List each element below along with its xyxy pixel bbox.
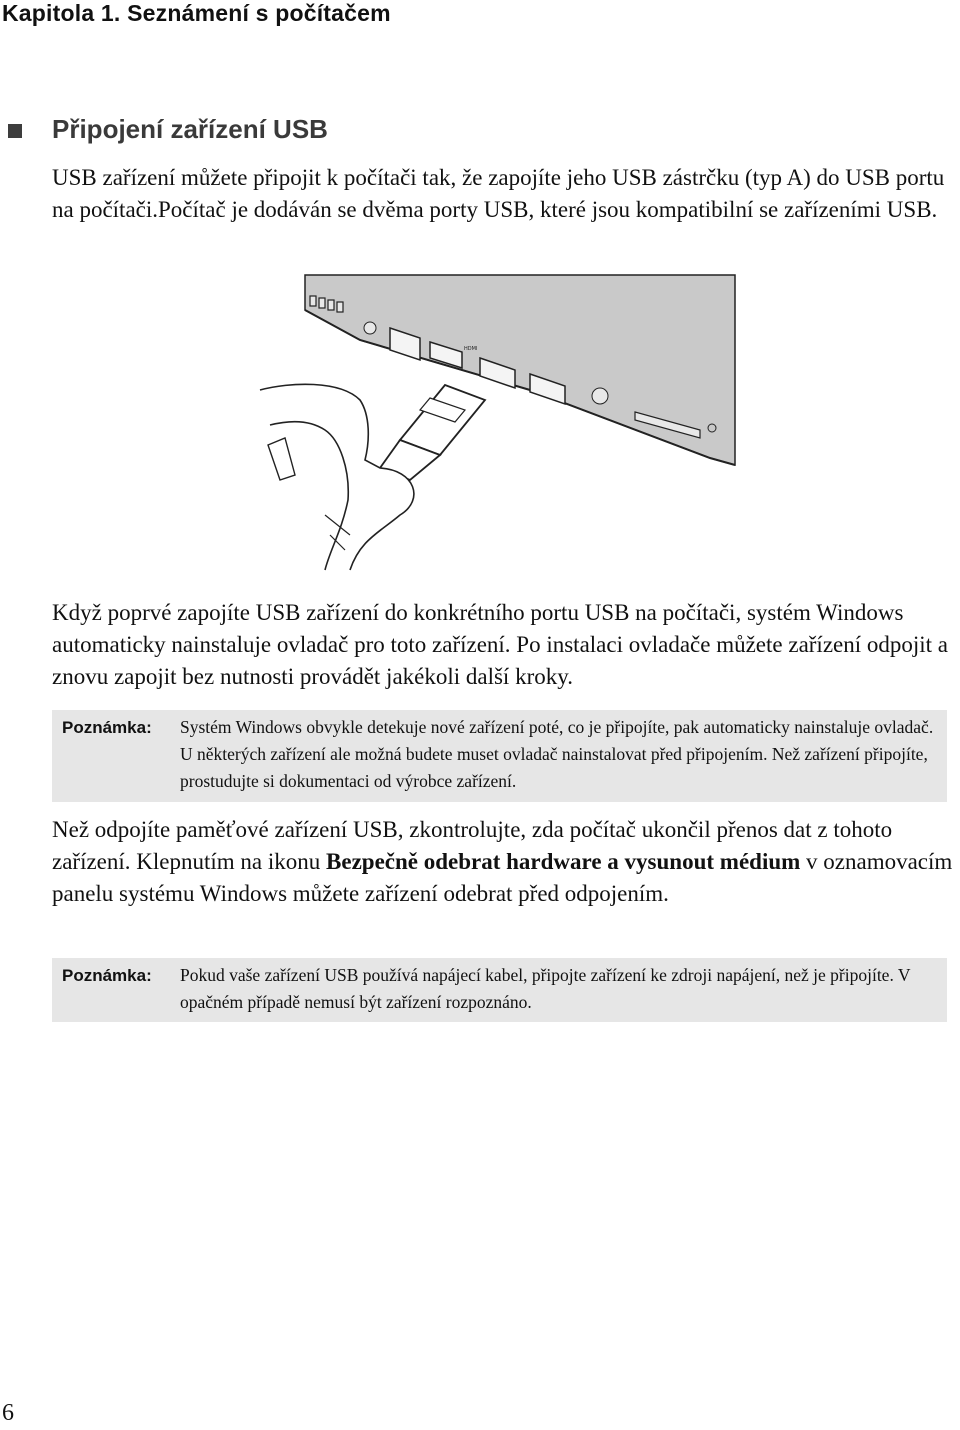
paragraph-intro: USB zařízení můžete připojit k počítači tak, že zapojíte jeho USB zástrčku (typ A) do USB portu na počítači.Počítač je dodáván se dvěma porty USB, které jsou kompatibilní se zařízeními USB.: [52, 165, 945, 222]
hdmi-port-label: HDMI: [464, 346, 478, 352]
safe-removal-text-start: Než odpojíte paměťové zařízení USB, zkontrolujte, zda počítač ukončil přenos dat z tohoto zařízení. Klepnutím na ikonu: [52, 817, 893, 874]
note-box: [52, 958, 947, 1022]
note-label: Poznámka:: [62, 718, 152, 737]
page-number: 6: [2, 1400, 14, 1426]
paragraph-driver-install: Když poprvé zapojíte USB zařízení do konkrétního portu USB na počítači, systém Windows automaticky nainstaluje ovladač pro toto zařízení. Po instalaci ovladače můžete zařízení odpojit a znovu zapojit bez nutnosti provádět jakékoli další kroky.: [52, 600, 949, 689]
safely-remove-hardware-label: Bezpečně odebrat hardware a vysunout médium: [326, 849, 801, 874]
chapter-header: Kapitola 1. Seznámení s počítačem: [2, 0, 391, 26]
note-text: Systém Windows obvykle detekuje nové zařízení poté, co je připojíte, pak automaticky nainstaluje ovladač. U některých zařízení ale možná budete muset ovladač nainstalovat před připojením. Než zařízení připojíte, prostudujte si dokumentaci od výrobce zařízení.: [180, 717, 934, 791]
note-text: Pokud vaše zařízení USB používá napájecí kabel, připojte zařízení ke zdroji napájení, než je připojíte. V opačném případě nemusí být zařízení rozpoznáno.: [180, 965, 911, 1012]
usb-plug-illustration: [230, 270, 740, 580]
section-title: Připojení zařízení USB: [52, 114, 328, 144]
paragraph-safe-removal: [52, 814, 957, 910]
safe-removal-text-end: v oznamovacím panelu systému Windows můžete zařízení odebrat před odpojením.: [52, 849, 953, 906]
note-box: [52, 710, 947, 802]
note-label: Poznámka:: [62, 966, 152, 985]
section-bullet-icon: [8, 124, 22, 138]
